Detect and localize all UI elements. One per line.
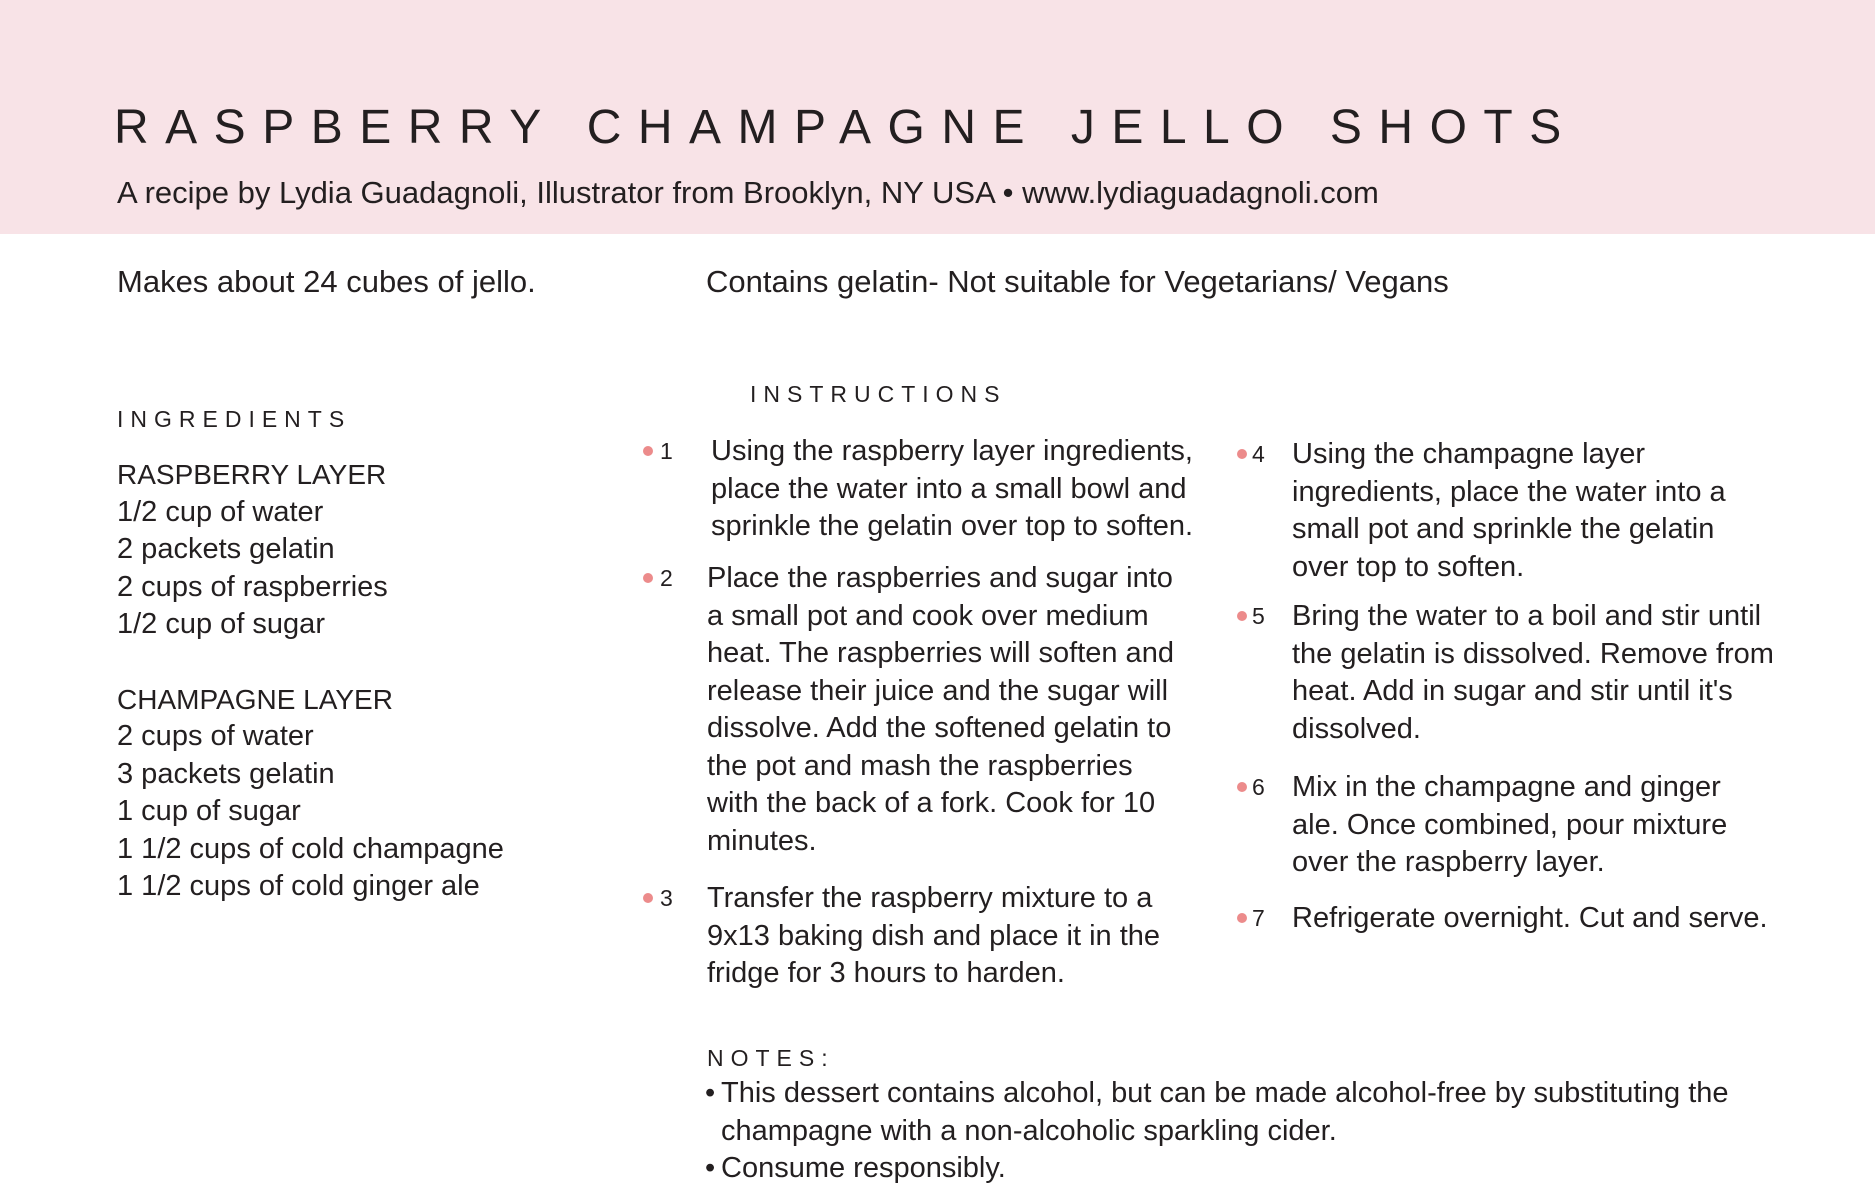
notes-list xyxy=(705,1075,1729,1188)
raspberry-layer-heading: RASPBERRY LAYER xyxy=(117,459,387,490)
note-continuation-text: champagne with a non-alcoholic sparkling cider. xyxy=(721,1114,1337,1147)
instruction-step-2 xyxy=(643,560,1192,860)
note-item-continued xyxy=(705,1113,1729,1151)
step-number: 6 xyxy=(1252,774,1265,800)
note-item: • Consume responsibly. xyxy=(705,1150,1729,1188)
recipe-title: RASPBERRY CHAMPAGNE JELLO SHOTS xyxy=(114,101,1578,154)
instruction-step-4 xyxy=(1237,436,1762,586)
ingredients-list xyxy=(117,456,504,906)
yield-note: Makes about 24 cubes of jello. xyxy=(117,264,536,299)
step-text: Using the raspberry layer ingredients, place the water into a small bowl and sprinkle the gelatin over top to soften. xyxy=(711,435,1194,542)
ingredient-item: 1/2 cup of water xyxy=(117,495,324,528)
ingredients-heading: INGREDIENTS xyxy=(117,406,352,432)
bullet-dot xyxy=(1237,611,1247,621)
dietary-warning: Contains gelatin- Not suitable for Vegetarians/ Vegans xyxy=(706,264,1449,299)
instructions-heading: INSTRUCTIONS xyxy=(750,381,1007,407)
step-number: 4 xyxy=(1252,441,1265,467)
champagne-layer-heading: CHAMPAGNE LAYER xyxy=(117,683,393,715)
step-text: Bring the water to a boil and stir until the gelatin is dissolved. Remove from heat. Add in sugar and stir until it's dissolved. xyxy=(1292,600,1774,745)
step-number: 7 xyxy=(1252,905,1265,931)
recipe-byline: A recipe by Lydia Guadagnoli, Illustrator from Brooklyn, NY USA • www.lydiaguadagnoli.com xyxy=(117,175,1379,210)
bullet-dot xyxy=(1237,782,1247,792)
step-text: Place the raspberries and sugar into a small pot and cook over medium heat. The raspberries will soften and release their juice and the sugar will dissolve. Add the softened gelatin to the pot and mash the raspberries with the back of a fork. Cook for 10 minutes. xyxy=(707,562,1174,857)
bullet-dot xyxy=(1237,913,1247,923)
bullet-dot xyxy=(1237,449,1247,459)
step-number: 1 xyxy=(660,438,673,464)
ingredient-item: 1 1/2 cups of cold champagne xyxy=(117,832,504,865)
step-text: Refrigerate overnight. Cut and serve. xyxy=(1292,902,1768,934)
ingredient-item: 1 1/2 cups of cold ginger ale xyxy=(117,870,480,902)
ingredient-item: 2 cups of raspberries xyxy=(117,570,388,603)
bullet-dot xyxy=(643,893,653,903)
instruction-step-1 xyxy=(643,433,1211,546)
ingredient-item: 1 cup of sugar xyxy=(117,795,301,827)
ingredient-item: 2 cups of water xyxy=(117,720,314,752)
step-number: 5 xyxy=(1252,603,1265,629)
instruction-step-5 xyxy=(1237,598,1792,748)
step-text: Using the champagne layer ingredients, place the water into a small pot and sprinkle the gelatin over top to soften. xyxy=(1292,438,1726,583)
ingredient-item: 1/2 cup of sugar xyxy=(117,608,325,640)
step-number: 3 xyxy=(660,885,673,911)
notes-heading: NOTES: xyxy=(707,1045,835,1071)
step-number: 2 xyxy=(660,565,673,591)
bullet-dot xyxy=(643,573,653,583)
instruction-step-7 xyxy=(1237,900,1812,938)
step-text: Mix in the champagne and ginger ale. Once combined, pour mixture over the raspberry layer. xyxy=(1292,771,1728,878)
ingredient-item: 2 packets gelatin xyxy=(117,533,335,565)
instruction-step-3 xyxy=(643,880,1187,993)
note-item: • This dessert contains alcohol, but can be made alcohol-free by substituting the xyxy=(705,1075,1729,1113)
ingredient-item: 3 packets gelatin xyxy=(117,757,335,790)
step-text: Transfer the raspberry mixture to a 9x13 baking dish and place it in the fridge for 3 hours to harden. xyxy=(707,882,1161,989)
instruction-step-6 xyxy=(1237,769,1752,882)
bullet-dot xyxy=(643,446,653,456)
